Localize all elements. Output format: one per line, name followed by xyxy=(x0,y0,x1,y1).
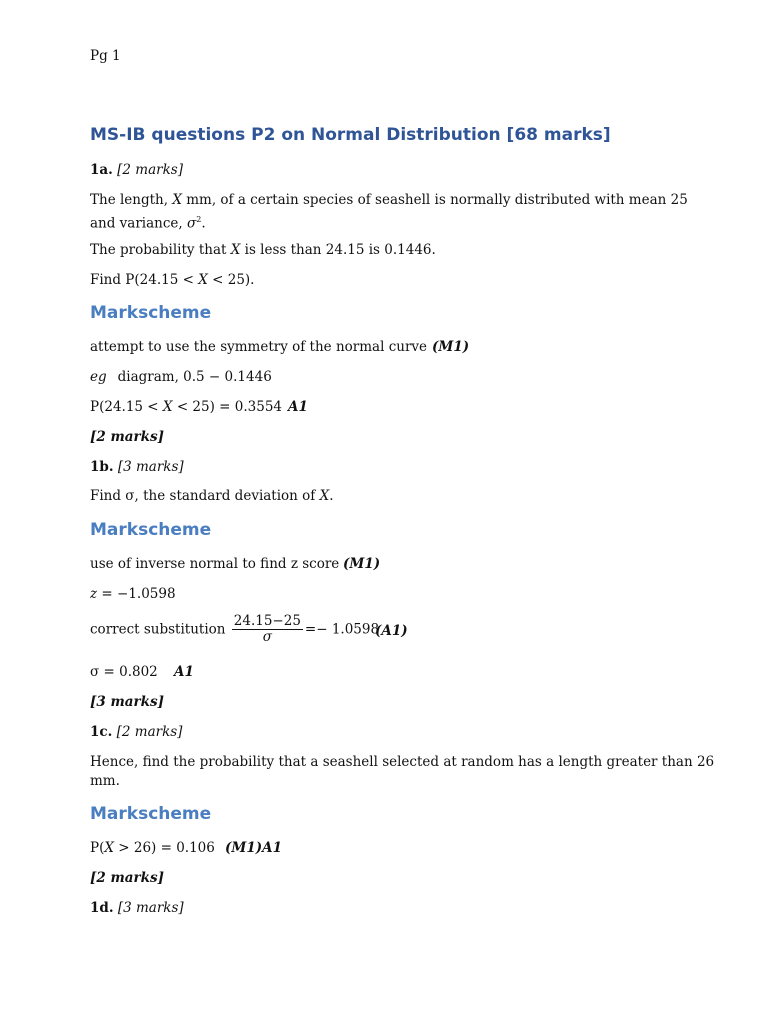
markscheme-line xyxy=(90,663,194,682)
marks-total: [2 marks] xyxy=(90,429,164,445)
variable-x: X xyxy=(198,272,208,288)
text-segment: The length, xyxy=(90,192,173,208)
question-1c-header xyxy=(90,723,182,742)
variable-x: X xyxy=(104,840,114,856)
question-text xyxy=(90,191,688,210)
markscheme-line xyxy=(90,368,272,387)
variable-x: X xyxy=(162,399,173,415)
markscheme-line xyxy=(90,555,381,574)
question-number: 1c. xyxy=(90,724,113,740)
text-segment: use of inverse normal to find z score xyxy=(90,556,340,572)
question-number: 1a. xyxy=(90,162,113,178)
text-segment: correct substitution xyxy=(90,621,226,638)
text-segment: = −1.0598 xyxy=(97,586,176,602)
markscheme-heading: Markscheme xyxy=(90,804,212,824)
mark-code: (M1) xyxy=(343,556,381,572)
question-number: 1b. xyxy=(90,459,114,475)
text-segment: mm, of a certain species of seashell is normally distributed with mean 25 xyxy=(181,192,688,208)
text-segment: diagram, 0.5 − 0.1446 xyxy=(117,369,272,385)
question-number: 1d. xyxy=(90,900,114,916)
sigma-symbol: σ xyxy=(187,215,197,232)
text-segment: < 25). xyxy=(207,272,255,288)
text-segment: Find σ, the standard deviation of xyxy=(90,488,320,504)
question-1b-header xyxy=(90,458,184,477)
markscheme-heading: Markscheme xyxy=(90,303,212,323)
question-marks: [2 marks] xyxy=(116,724,183,740)
fraction-denominator: σ xyxy=(262,629,272,645)
superscript: 2 xyxy=(196,215,202,224)
variable-x: X xyxy=(319,488,330,504)
marks-total: [2 marks] xyxy=(90,870,164,886)
markscheme-line xyxy=(90,613,408,645)
text-segment: The probability that xyxy=(90,242,231,258)
text-segment: P( xyxy=(90,840,105,856)
markscheme-line xyxy=(90,398,308,417)
mark-code: (M1)A1 xyxy=(225,840,282,856)
variable-x: X xyxy=(172,192,182,208)
text-segment: Find P(24.15 < xyxy=(90,272,199,288)
fraction-numerator: 24.15−25 xyxy=(233,613,301,629)
marks-total: [3 marks] xyxy=(90,694,164,710)
question-text xyxy=(90,271,254,290)
question-text xyxy=(90,210,206,234)
markscheme-heading: Markscheme xyxy=(90,520,212,540)
mark-code: A1 xyxy=(174,664,194,680)
text-segment: σ = 0.802 xyxy=(90,664,158,680)
text-segment: P(24.15 < xyxy=(90,399,163,415)
fraction xyxy=(232,614,303,645)
question-marks: [3 marks] xyxy=(117,459,184,475)
text-segment: and variance, xyxy=(90,215,187,232)
mark-code: (M1) xyxy=(432,339,470,355)
text-segment: > 26) = 0.106 xyxy=(113,840,215,856)
variable-x: X xyxy=(230,242,241,258)
question-text xyxy=(90,241,436,260)
question-1a-header xyxy=(90,161,183,180)
question-1d-header xyxy=(90,899,184,918)
text-segment: is less than 24.15 is 0.1446. xyxy=(240,242,436,258)
mark-code: (A1) xyxy=(375,623,408,639)
text-segment: . xyxy=(201,215,206,232)
page-title: MS-IB questions P2 on Normal Distribution [68 marks] xyxy=(90,125,611,145)
page-label: Pg 1 xyxy=(90,48,121,64)
variable-z: z xyxy=(90,586,98,602)
markscheme-line xyxy=(90,585,176,604)
text-segment: < 25) = 0.3554 xyxy=(172,399,283,415)
markscheme-line xyxy=(90,839,282,858)
question-marks: [3 marks] xyxy=(117,900,184,916)
eg-label: eg xyxy=(90,369,107,385)
question-text: Hence, find the probability that a seashell selected at random has a length greater than 26 xyxy=(90,754,715,770)
mark-code: A1 xyxy=(288,399,308,415)
markscheme-line xyxy=(90,338,470,357)
text-segment: attempt to use the symmetry of the normal curve xyxy=(90,339,428,355)
question-text: mm. xyxy=(90,773,120,789)
text-segment: =− 1.0598 xyxy=(304,621,380,638)
question-marks: [2 marks] xyxy=(117,162,183,178)
question-text xyxy=(90,487,334,506)
text-segment: . xyxy=(329,488,334,504)
